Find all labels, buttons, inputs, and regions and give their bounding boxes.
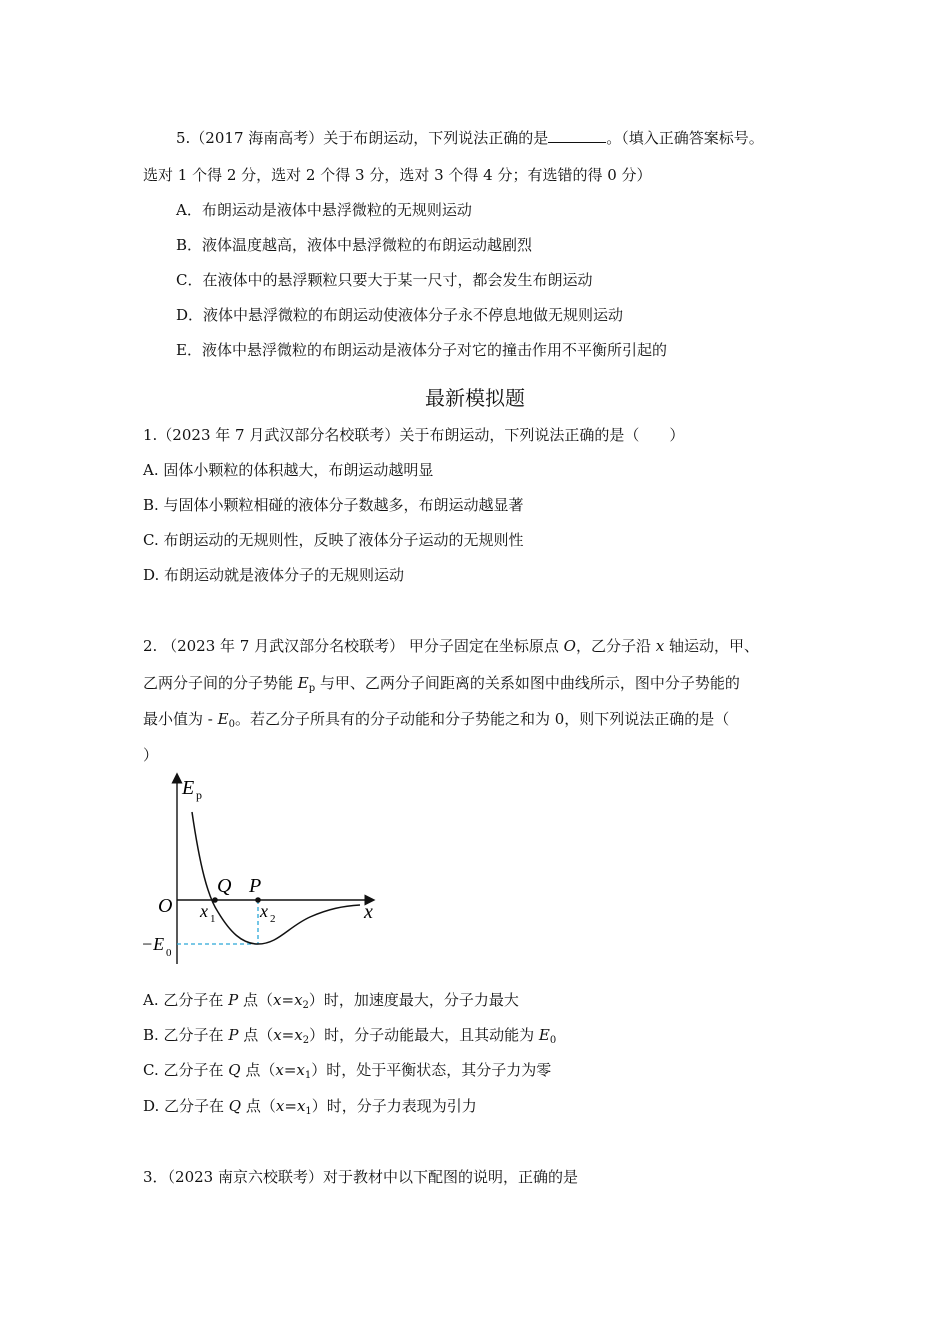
q2-b-tail: E: [538, 1026, 550, 1044]
q2-d-xs: x: [296, 1097, 306, 1115]
q2-d-var: x: [275, 1097, 285, 1115]
q2-b-var: x: [273, 1026, 282, 1044]
q2-b-eq: =: [281, 1026, 295, 1044]
q3-stem: 3．（2023 南京六校联考）对于教材中以下配图的说明，正确的是: [143, 1168, 578, 1186]
q2-b-xs: x: [294, 1026, 303, 1044]
q2-a-sub: 2: [302, 1000, 309, 1011]
point-Q: [212, 897, 218, 903]
q5-scoring-note: 选对 1 个得 2 分，选对 2 个得 3 分，选对 3 个得 4 分；有选错的得 0 分）: [143, 166, 652, 184]
q2-x-var: x: [655, 637, 665, 655]
x1-label-sub: 1: [210, 913, 216, 925]
q2-stem-line3: [143, 709, 729, 735]
q2-l2a: 乙两分子间的分子势能: [143, 674, 298, 692]
q2-c-point: Q: [228, 1061, 241, 1079]
q2-b-text1: B. 乙分子在: [143, 1026, 229, 1044]
q2-a-var: x: [273, 991, 282, 1009]
q5-stem-prefix: 5.（2017 海南高考）关于布朗运动，下列说法正确的是: [176, 129, 549, 147]
q2-c-xs: x: [296, 1061, 305, 1079]
origin-label: O: [158, 895, 173, 917]
q2-b-point: P: [228, 1026, 239, 1044]
q2-E0-sub: 0: [228, 719, 235, 730]
q2-option-b: [143, 1025, 556, 1051]
q5-option-b: B．液体温度越高，液体中悬浮微粒的布朗运动越剧烈: [176, 236, 533, 254]
q2-stem-line4: ）: [143, 746, 159, 764]
q2-option-a: [143, 990, 519, 1016]
q2-origin-O: O: [563, 637, 576, 655]
q1-option-a: A. 固体小颗粒的体积越大，布朗运动越明显: [143, 461, 434, 479]
q2-c-var: x: [275, 1061, 284, 1079]
y-axis-label-sub: p: [196, 788, 202, 802]
q2-l2b: 与甲、乙两分子间距离的关系如图中曲线所示，图中分子势能的: [315, 674, 740, 692]
q1-option-d: D. 布朗运动就是液体分子的无规则运动: [143, 566, 405, 584]
q2-d-eq: =: [284, 1097, 297, 1115]
q2-d-text1: D. 乙分子在: [143, 1097, 229, 1115]
q2-a-text1: A. 乙分子在: [143, 991, 229, 1009]
q2-l1c: 轴运动，甲、: [664, 637, 759, 655]
q2-b-tailsub: 0: [549, 1035, 557, 1046]
q2-c-eq: =: [283, 1061, 297, 1079]
x1-label: x: [200, 901, 208, 921]
q2-b-sub: 2: [302, 1035, 310, 1046]
q2-c-text2: 点（: [240, 1061, 276, 1079]
q2-c-sub: 1: [304, 1070, 312, 1081]
q2-a-point: P: [228, 991, 239, 1009]
y-axis-label: E: [182, 777, 195, 799]
q5-option-c: C．在液体中的悬浮颗粒只要大于某一尺寸，都会发生布朗运动: [176, 271, 593, 289]
q1-option-b: B. 与固体小颗粒相碰的液体分子数越多，布朗运动越显著: [143, 496, 524, 514]
q2-b-text3: ）时，分子动能最大，且其动能为: [309, 1026, 539, 1044]
q5-option-a: A．布朗运动是液体中悬浮微粒的无规则运动: [176, 201, 472, 219]
x-axis-label: x: [364, 901, 373, 923]
q2-d-sub: 1: [305, 1106, 312, 1117]
q2-stem-line1: [143, 636, 759, 656]
section-title: 最新模拟题: [425, 386, 525, 410]
q2-b-text2: 点（: [238, 1026, 274, 1044]
q5-option-d: D．液体中悬浮微粒的布朗运动使液体分子永不停息地做无规则运动: [176, 306, 624, 324]
q1-option-c: C. 布朗运动的无规则性，反映了液体分子运动的无规则性: [143, 531, 524, 549]
q2-l3b: 。若乙分子所具有的分子动能和分子势能之和为 0，则下列说法正确的是（: [234, 710, 730, 728]
q2-option-d: [143, 1096, 477, 1122]
q2-l3a: 最小值为: [143, 710, 208, 728]
q2-c-text3: ）时，处于平衡状态，其分子力为零: [311, 1061, 552, 1079]
q2-option-c: [143, 1060, 551, 1086]
q2-d-text2: 点（: [241, 1097, 276, 1115]
q2-stem-line2: [143, 673, 740, 699]
p-label: P: [249, 875, 262, 897]
x2-label-sub: 2: [270, 913, 276, 925]
q5-stem: [176, 128, 764, 148]
q1-stem: 1.（2023 年 7 月武汉部分名校联考）关于布朗运动，下列说法正确的是（ ）: [143, 426, 685, 444]
q2-E0-E: E: [217, 710, 229, 728]
x2-label: x: [260, 901, 268, 921]
q2-minus: -: [207, 710, 213, 728]
e0-label: −E: [141, 934, 165, 954]
q2-l1a: 2. （2023 年 7 月武汉部分名校联考） 甲分子固定在坐标原点: [143, 637, 564, 655]
q2-d-text3: ）时，分子力表现为引力: [311, 1097, 477, 1115]
q2-l1b: ，乙分子沿: [575, 637, 656, 655]
q2-d-point: Q: [228, 1097, 242, 1115]
q2-Ep-E: E: [297, 674, 309, 692]
q5-answer-blank[interactable]: [548, 128, 606, 143]
potential-energy-figure: [138, 772, 388, 972]
q5-stem-suffix: 。（填入正确答案标号。: [606, 129, 764, 147]
q2-a-xs: x: [294, 991, 303, 1009]
q2-c-text1: C. 乙分子在: [143, 1061, 229, 1079]
q2-a-text3: ）时，加速度最大，分子力最大: [308, 991, 519, 1009]
q5-option-e: E．液体中悬浮微粒的布朗运动是液体分子对它的撞击作用不平衡所引起的: [176, 341, 667, 359]
q-label: Q: [217, 875, 232, 897]
e0-label-sub: 0: [166, 947, 172, 959]
q2-a-text2: 点（: [238, 991, 274, 1009]
q2-a-eq: =: [281, 991, 295, 1009]
q2-Ep-sub: p: [308, 683, 316, 694]
